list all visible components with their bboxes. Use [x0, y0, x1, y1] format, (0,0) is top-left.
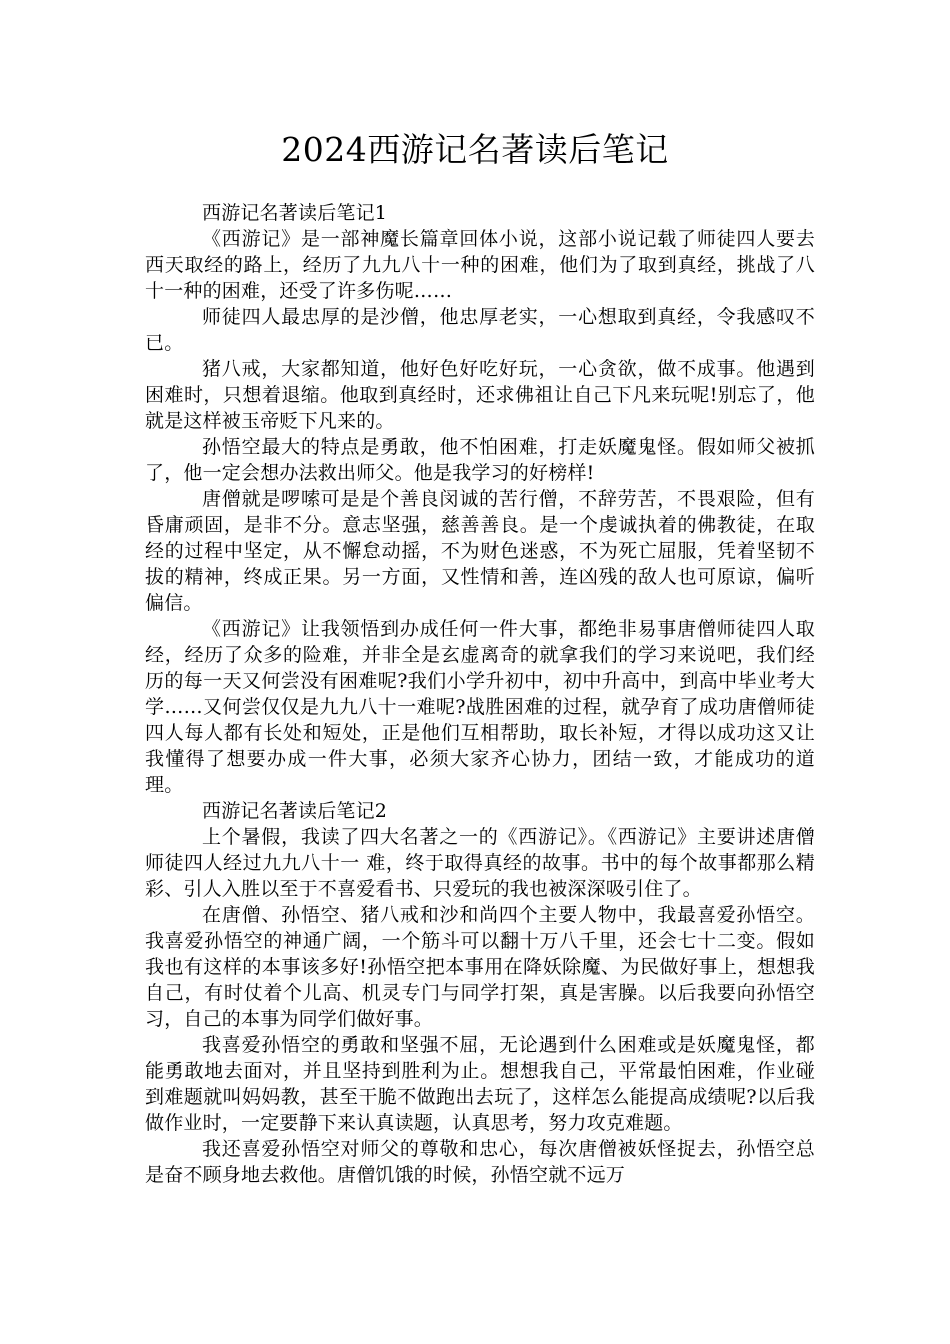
paragraph: 猪八戒，大家都知道，他好色好吃好玩，一心贪欲，做不成事。他遇到困难时，只想着退缩。他取到真经时，还求佛祖让自己下凡来玩呢!别忘了，他就是这样被玉帝贬下凡来的。: [145, 358, 815, 432]
section-heading-2: 西游记名著读后笔记2: [202, 800, 388, 822]
section-heading-1: 西游记名著读后笔记1: [202, 202, 388, 224]
document-title: 2024西游记名著读后笔记: [281, 130, 669, 169]
paragraph: 孙悟空最大的特点是勇敢，他不怕困难，打走妖魔鬼怪。假如师父被抓了，他一定会想办法救出师父。他是我学习的好榜样!: [145, 436, 815, 484]
paragraph: 《西游记》是一部神魔长篇章回体小说，这部小说记载了师徒四人要去西天取经的路上，经历了九九八十一种的困难，他们为了取到真经，挑战了八十一种的困难，还受了许多伤呢……: [145, 228, 815, 302]
paragraph: 我喜爱孙悟空的勇敢和坚强不屈，无论遇到什么困难或是妖魔鬼怪，都能勇敢地去面对，并且坚持到胜利为止。想想我自己，平常最怕困难，作业碰到难题就叫妈妈教，甚至干脆不做跑出去玩了，这样怎么能提高成绩呢?以后我做作业时，一定要静下来认真读题，认真思考，努力攻克难题。: [145, 1034, 815, 1134]
paragraph: 我还喜爱孙悟空对师父的尊敬和忠心，每次唐僧被妖怪捉去，孙悟空总是奋不顾身地去救他。唐僧饥饿的时候，孙悟空就不远万: [145, 1138, 815, 1186]
paragraph: 在唐僧、孙悟空、猪八戒和沙和尚四个主要人物中，我最喜爱孙悟空。我喜爱孙悟空的神通广阔，一个筋斗可以翻十万八千里，还会七十二变。假如我也有这样的本事该多好!孙悟空把本事用在降妖除魔、为民做好事上，想想我自己，有时仗着个儿高、机灵专门与同学打架，真是害臊。以后我要向孙悟空习，自己的本事为同学们做好事。: [145, 904, 815, 1030]
paragraph: 《西游记》让我领悟到办成任何一件大事，都绝非易事唐僧师徒四人取经，经历了众多的险难，并非全是玄虚离奇的就拿我们的学习来说吧，我们经历的每一天又何尝没有困难呢?我们小学升初中，初中升高中，到高中毕业考大学……又何尝仅仅是九九八十一难呢?战胜困难的过程，就孕育了成功唐僧师徒四人每人都有长处和短处，正是他们互相帮助，取长补短，才得以成功这又让我懂得了想要办成一件大事，必须大家齐心协力，团结一致，才能成功的道理。: [145, 618, 815, 796]
document-body: [145, 200, 815, 1188]
paragraph: 师徒四人最忠厚的是沙僧，他忠厚老实，一心想取到真经，令我感叹不已。: [145, 306, 815, 354]
paragraph: 上个暑假，我读了四大名著之一的《西游记》。《西游记》主要讲述唐僧师徒四人经过九九八十一 难，终于取得真经的故事。书中的每个故事都那么精彩、引人入胜以至于不喜爱看书、只爱玩的我也被深深吸引住了。: [145, 826, 815, 900]
paragraph: 唐僧就是啰嗦可是是个善良闵诚的苦行僧，不辞劳苦，不畏艰险，但有昏庸顽固，是非不分。意志坚强，慈善善良。是一个虔诚执着的佛教徒，在取经的过程中坚定，从不懈怠动摇，不为财色迷惑，不为死亡屈服，凭着坚韧不拔的精神，终成正果。另一方面，又性情和善，连凶残的敌人也可原谅，偏听偏信。: [145, 488, 815, 614]
